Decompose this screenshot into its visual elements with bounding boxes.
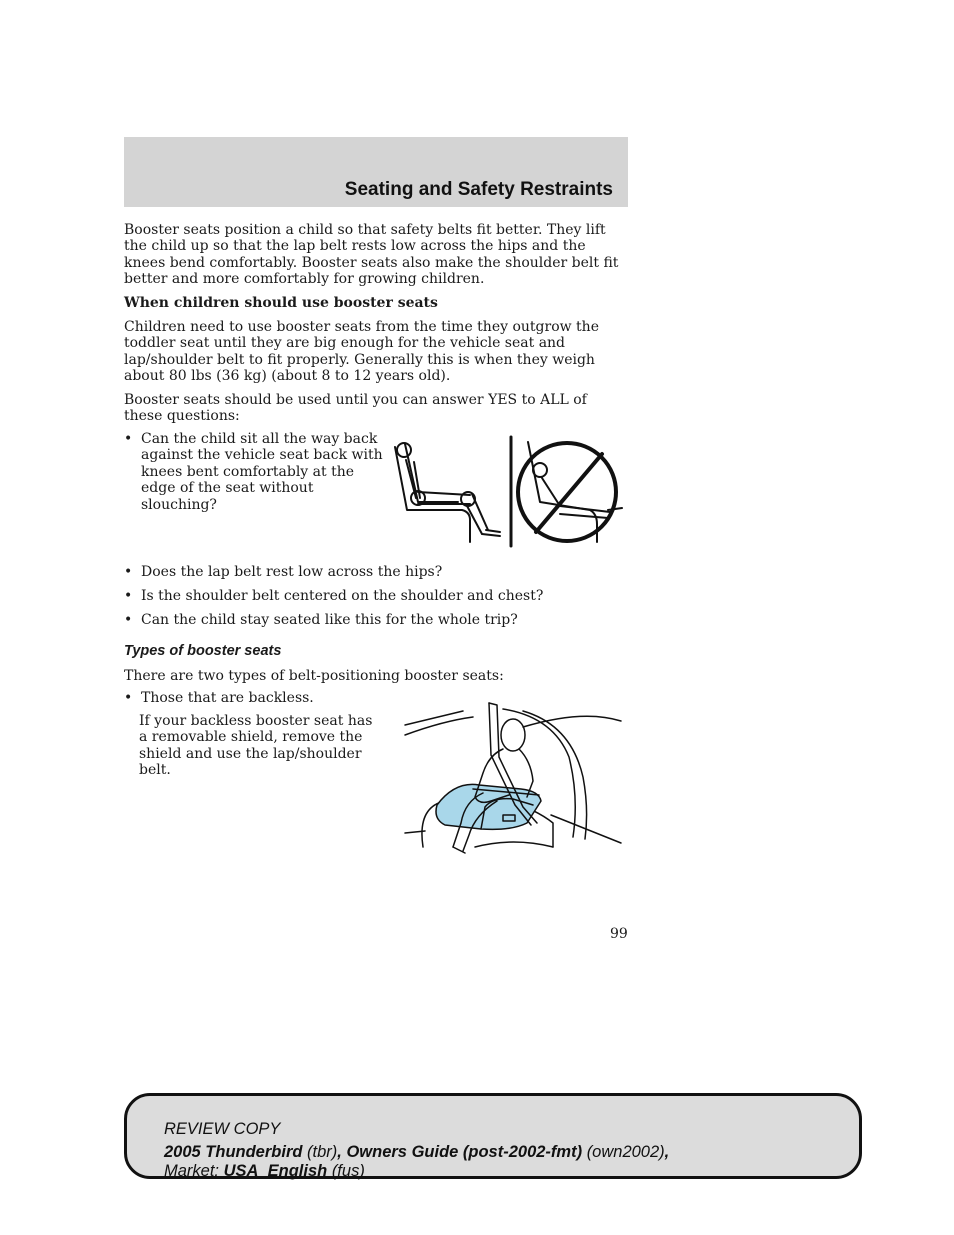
header-band [124,137,628,207]
intro-paragraph: Booster seats position a child so that safety belts fit better. They lift the child up so that the lap belt rests low across the hips and the knees bend comfortably. Booster seats also make the shoulder belt fit better and more comfortably for growing children. [124,222,619,288]
footer-model-line: 2005 Thunderbird (tbr), Owners Guide (post-2002-fmt) (own2002), [164,1143,670,1161]
backless-booster-illustration [403,697,625,857]
question-3: Is the shoulder belt centered on the shoulder and chest? [141,588,544,604]
types-heading: Types of booster seats [124,643,282,659]
when-heading: When children should use booster seats [124,295,438,311]
list-item: • Is the shoulder belt centered on the shoulder and chest? [124,588,624,604]
seating-posture-illustration [390,432,630,552]
backless-paragraph: If your backless booster seat has a removable shield, remove the shield and use the lap/shoulder belt. [139,713,373,779]
question-1: Can the child sit all the way back against the vehicle seat back with knees bent comfortably at the edge of the seat without slouching? [141,431,383,513]
question-2: Does the lap belt rest low across the hips? [141,564,443,580]
list-item: • Does the lap belt rest low across the hips? [124,564,624,580]
list-item: • Can the child sit all the way back against the vehicle seat back with knees bent comfortably at the edge of the seat without slouching? [124,431,383,513]
question-4: Can the child stay seated like this for the whole trip? [141,612,518,628]
page-number: 99 [610,926,628,942]
types-bullet: Those that are backless. [141,690,314,706]
until-paragraph: Booster seats should be used until you can answer YES to ALL of these questions: [124,392,587,425]
list-item: • Can the child stay seated like this for the whole trip? [124,612,624,628]
list-item: • Those that are backless. [124,690,424,706]
types-paragraph: There are two types of belt-positioning booster seats: [124,668,504,684]
page-title: Seating and Safety Restraints [344,179,613,200]
footer-market-line: Market: USA_English (fus) [164,1162,365,1180]
when-paragraph: Children need to use booster seats from the time they outgrow the toddler seat until they are big enough for the vehicle seat and lap/shoulder belt to fit properly. Generally this is when they weigh about 80 lbs (36 kg) (about 8 to 12 years old). [124,319,599,385]
review-copy: REVIEW COPY [164,1120,281,1138]
footer-review-box [124,1093,862,1179]
